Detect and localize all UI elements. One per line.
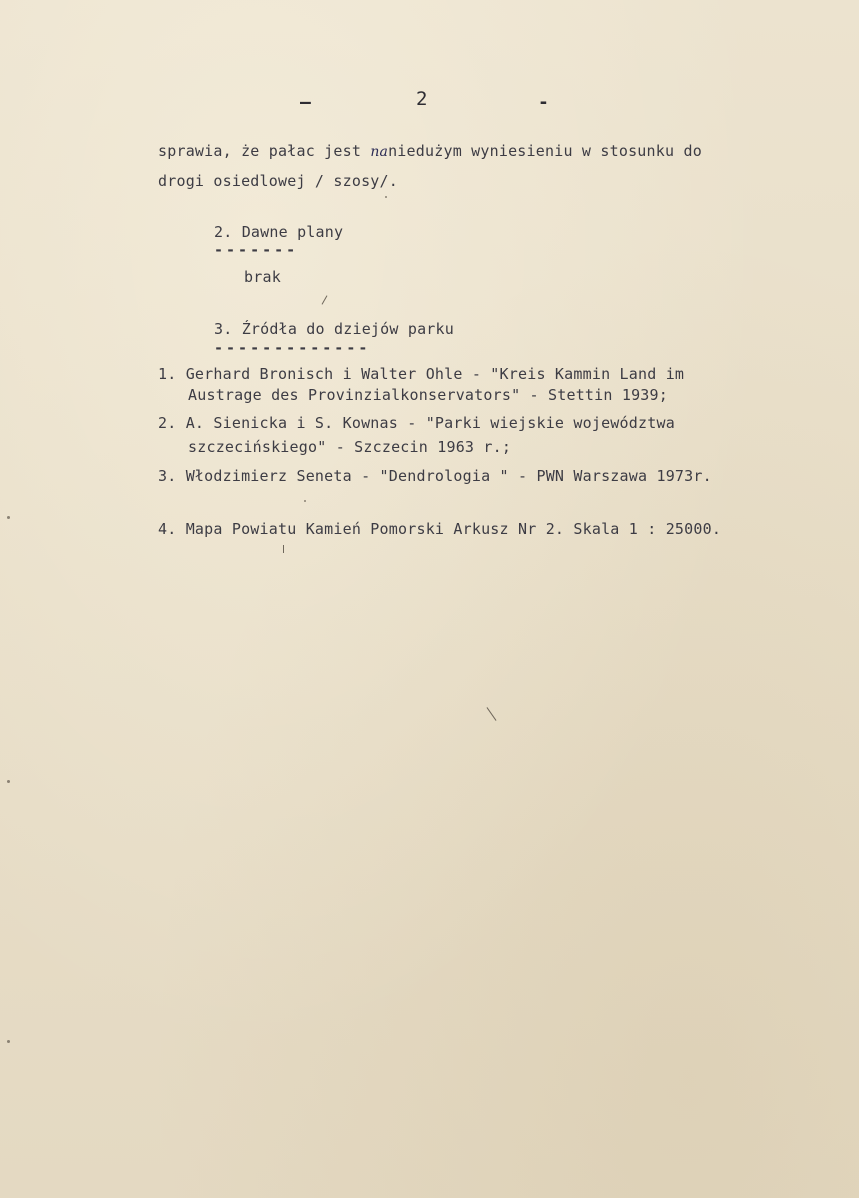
source-1-line-2: Austrage des Provinzialkonservators" - Stettin 1939; <box>188 386 668 404</box>
paper-speck <box>304 500 306 502</box>
source-3-line-1: 3. Włodzimierz Seneta - "Dendrologia " - PWN Warszawa 1973r. <box>158 467 712 485</box>
source-2-line-2: szczecińskiego" - Szczecin 1963 r.; <box>188 438 512 456</box>
section-2-underline: ------- <box>214 241 299 259</box>
page-number-dash-right: - <box>538 92 549 113</box>
source-4-line-1: 4. Mapa Powiatu Kamień Pomorski Arkusz Nr 2. Skala 1 : 25000. <box>158 520 722 538</box>
section-2-body: brak <box>244 268 281 286</box>
paper-mark <box>487 707 497 721</box>
paper-speck <box>7 1040 10 1043</box>
page-number-dash-left: – <box>300 92 311 113</box>
paper-speck <box>385 196 387 198</box>
section-2-heading: 2. Dawne plany <box>214 223 344 241</box>
paper-mark <box>322 295 328 304</box>
handwritten-correction: na <box>370 144 389 160</box>
source-1-line-1: 1. Gerhard Bronisch i Walter Ohle - "Kreis Kammin Land im <box>158 365 685 383</box>
source-2-line-1: 2. A. Sienicka i S. Kownas - "Parki wiejskie województwa <box>158 414 675 432</box>
page-number: 2 <box>416 88 428 110</box>
intro-text-after: niedużym wyniesieniu w stosunku do <box>388 142 702 160</box>
section-3-underline: ------------- <box>214 339 371 357</box>
section-3-heading: 3. Źródła do dziejów parku <box>214 320 454 338</box>
intro-line-1 <box>158 142 702 160</box>
paper-mark <box>283 545 284 553</box>
intro-line-2: drogi osiedlowej / szosy/. <box>158 172 398 190</box>
paper-speck <box>7 780 10 783</box>
intro-text-before: sprawia, że pałac jest <box>158 142 371 160</box>
paper-speck <box>7 516 10 519</box>
